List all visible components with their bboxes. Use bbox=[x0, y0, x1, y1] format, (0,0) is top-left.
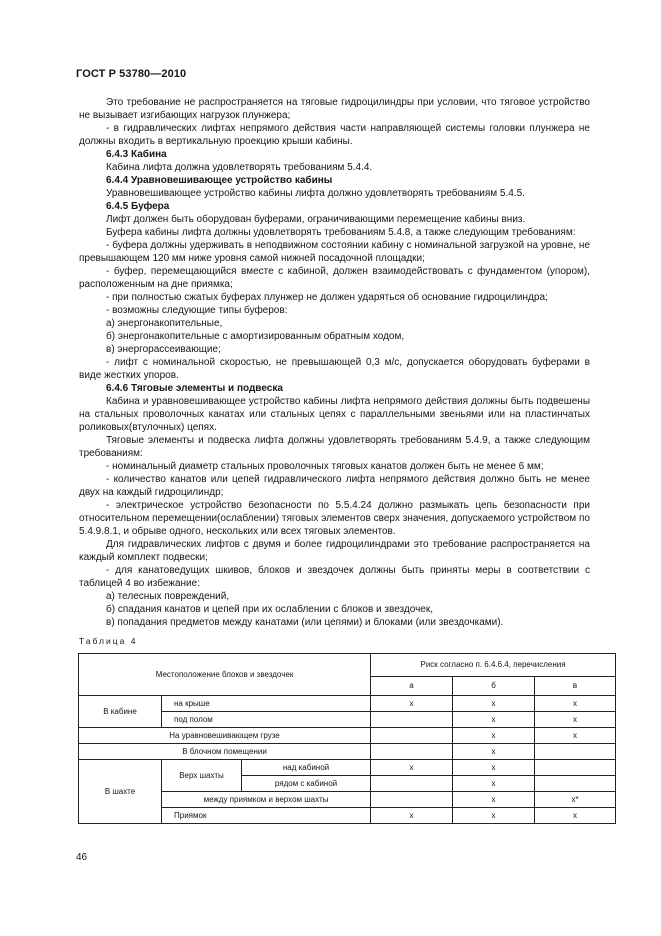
mark-cell bbox=[371, 792, 453, 808]
table-row bbox=[79, 728, 616, 744]
mark-cell bbox=[535, 776, 616, 792]
table-header-location: Местоположение блоков и звездочек bbox=[79, 654, 371, 696]
row-on-roof: на крыше bbox=[162, 696, 371, 712]
section-heading: 6.4.6 Тяговые элементы и подвеска bbox=[106, 383, 283, 394]
mark-cell: x bbox=[535, 808, 616, 824]
risk-col-b: б bbox=[453, 677, 535, 696]
paragraph: - количество канатов или цепей гидравлического лифта непрямого действия должно быть не менее двух на каждый гидроцилиндр; bbox=[79, 474, 590, 498]
mark-cell: x bbox=[535, 696, 616, 712]
mark-cell bbox=[371, 712, 453, 728]
row-in-cabin: В кабине bbox=[79, 696, 162, 728]
table-header-row bbox=[79, 654, 616, 677]
row-under-floor: под полом bbox=[162, 712, 371, 728]
page-number: 46 bbox=[76, 852, 88, 863]
row-in-shaft: В шахте bbox=[79, 760, 162, 824]
mark-cell: x bbox=[453, 760, 535, 776]
table-row bbox=[79, 760, 616, 776]
paragraph: - электрическое устройство безопасности по 5.5.4.24 должно размыкать цепь безопасности при относительном перемещении(ослаблении) тяговых элементов сверх значения, допускаемого устройством по 5.4.9.8.1, и обрыве одного, нескольких или всех тяговых элементов. bbox=[79, 500, 590, 537]
mark-cell: x bbox=[371, 696, 453, 712]
row-shaft-top: Верх шахты bbox=[162, 760, 242, 792]
paragraph: б) спадания канатов и цепей при их ослаблении с блоков и звездочек, bbox=[106, 604, 434, 615]
mark-cell: x bbox=[535, 728, 616, 744]
table-header-risk: Риск согласно п. 6.4.6.4, перечисления bbox=[371, 654, 616, 677]
paragraph: Кабина и уравновешивающее устройство кабины лифта непрямого действия должны быть подвешены на стальных проволочных канатах или стальных цепях с параллельными звеньями или на пластинчатых роликовых(втулочных) цепях. bbox=[79, 396, 590, 433]
mark-cell: x bbox=[371, 808, 453, 824]
paragraph: б) энергонакопительные с амортизированным обратным ходом, bbox=[106, 331, 405, 342]
row-next-to-cabin: рядом с кабиной bbox=[242, 776, 371, 792]
mark-cell: x bbox=[453, 744, 535, 760]
paragraph: - лифт с номинальной скоростью, не превышающей 0,3 м/с, допускается оборудовать буферами в виде жестких упоров. bbox=[79, 357, 590, 381]
paragraph: Буфера кабины лифта должны удовлетворять требованиям 5.4.8, а также следующим требованиям: bbox=[106, 227, 576, 238]
row-on-counterweight: На уравновешивающем грузе bbox=[79, 728, 371, 744]
mark-cell: x bbox=[453, 696, 535, 712]
paragraph: - для канатоведущих шкивов, блоков и звездочек должны быть приняты меры в соответствии с таблицей 4 во избежание: bbox=[79, 565, 590, 589]
row-in-pulley-room: В блочном помещении bbox=[79, 744, 371, 760]
mark-cell: x bbox=[453, 792, 535, 808]
mark-cell: x bbox=[453, 776, 535, 792]
paragraph: - буфера должны удерживать в неподвижном состоянии кабину с номинальной загрузкой на уровне, не превышающем 120 мм ниже уровня самой нижней посадочной площадки; bbox=[79, 240, 590, 264]
paragraph: Лифт должен быть оборудован буферами, ограничивающими перемещение кабины вниз. bbox=[106, 214, 526, 225]
paragraph: в) попадания предметов между канатами (или цепями) и блоками (или звездочками). bbox=[106, 617, 504, 628]
paragraph: - при полностью сжатых буферах плунжер не должен ударяться об основание гидроцилиндра; bbox=[106, 292, 548, 303]
paragraph: - номинальный диаметр стальных проволочных тяговых канатов должен быть не менее 6 мм; bbox=[106, 461, 544, 472]
paragraph: а) телесных повреждений, bbox=[106, 591, 230, 602]
section-heading: 6.4.5 Буфера bbox=[106, 201, 170, 212]
paragraph: - буфер, перемещающийся вместе с кабиной, должен взаимодействовать с фундаментом (упором), расположенным на дне приямка; bbox=[79, 266, 590, 290]
mark-cell: x bbox=[453, 712, 535, 728]
section-heading: 6.4.4 Уравновешивающее устройство кабины bbox=[106, 175, 333, 186]
row-between-pit-and-top: между приямком и верхом шахты bbox=[162, 792, 371, 808]
paragraph: в) энергорассеивающие; bbox=[106, 344, 221, 355]
paragraph: Это требование не распространяется на тяговые гидроцилиндры при условии, что тяговое устройство не вызывает изгибающих нагрузок плунжера; bbox=[79, 97, 590, 121]
mark-cell bbox=[371, 728, 453, 744]
mark-cell: x bbox=[535, 712, 616, 728]
risk-col-v: в bbox=[535, 677, 616, 696]
paragraph: - возможны следующие типы буферов: bbox=[106, 305, 288, 316]
paragraph: Тяговые элементы и подвеска лифта должны удовлетворять требованиям 5.4.9, а также следующим требованиям: bbox=[79, 435, 590, 459]
mark-cell: x bbox=[371, 760, 453, 776]
section-heading: 6.4.3 Кабина bbox=[106, 149, 167, 160]
table-4 bbox=[78, 653, 616, 824]
mark-cell: x bbox=[453, 728, 535, 744]
table-caption: Таблица 4 bbox=[79, 636, 138, 646]
paragraph: Уравновешивающее устройство кабины лифта должно удовлетворять требованиям 5.4.5. bbox=[106, 188, 525, 199]
mark-cell: x bbox=[453, 808, 535, 824]
mark-cell bbox=[371, 744, 453, 760]
paragraph: Кабина лифта должна удовлетворять требованиям 5.4.4. bbox=[106, 162, 373, 173]
document-header: ГОСТ Р 53780—2010 bbox=[76, 68, 187, 80]
mark-cell bbox=[371, 776, 453, 792]
table-row bbox=[79, 696, 616, 712]
mark-cell bbox=[535, 760, 616, 776]
mark-cell: x* bbox=[535, 792, 616, 808]
table-row bbox=[79, 744, 616, 760]
row-above-cabin: над кабиной bbox=[242, 760, 371, 776]
risk-col-a: а bbox=[371, 677, 453, 696]
paragraph: Для гидравлических лифтов с двумя и более гидроцилиндрами это требование распространяется на каждый комплект подвески; bbox=[79, 539, 590, 563]
mark-cell bbox=[535, 744, 616, 760]
paragraph: а) энергонакопительные, bbox=[106, 318, 223, 329]
row-pit: Приямок bbox=[162, 808, 371, 824]
document-body bbox=[79, 96, 590, 629]
paragraph: - в гидравлических лифтах непрямого действия части направляющей системы головки плунжера не должны входить в вертикальную проекцию крыши кабины. bbox=[79, 123, 590, 147]
